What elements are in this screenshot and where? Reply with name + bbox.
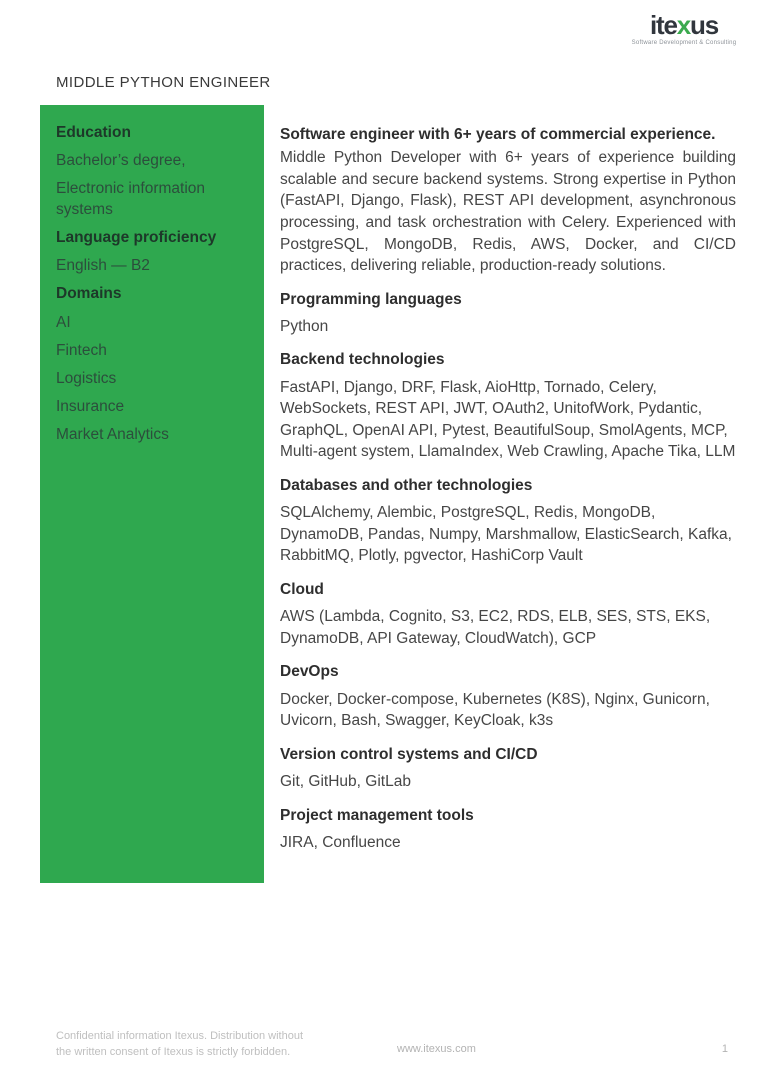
sidebar-section: [56, 122, 248, 220]
section-heading: DevOps: [280, 663, 339, 681]
section-body: FastAPI, Django, DRF, Flask, AioHttp, Tornado, Celery, WebSockets, REST API, JWT, OAuth2, UnitofWork, Pydantic, GraphQL, OpenAI API, Pytest, BeautifulSoup, SmolAgents, MCP, Multi-agent system, LlamaIndex, Web Crawling, Apache Tika, LLM: [280, 378, 736, 461]
sidebar-item: Insurance: [56, 397, 125, 415]
sidebar-section: [56, 227, 248, 276]
section-body: JIRA, Confluence: [280, 834, 401, 852]
section-heading: Version control systems and CI/CD: [280, 745, 538, 763]
section-heading: Backend technologies: [280, 351, 445, 369]
sidebar-section-heading: Domains: [56, 285, 122, 303]
sidebar-section-heading: Language proficiency: [56, 229, 217, 247]
section-heading: Databases and other technologies: [280, 476, 533, 494]
sidebar-item: Market Analytics: [56, 425, 169, 443]
logo-text-pre: ite: [650, 10, 677, 40]
section-body: AWS (Lambda, Cognito, S3, EC2, RDS, ELB, SES, STS, EKS, DynamoDB, API Gateway, CloudWatch), GCP: [280, 608, 711, 647]
footer-confidential-line1: Confidential information Itexus. Distribution without: [56, 1030, 304, 1042]
logo-tagline: Software Development & Consulting: [631, 40, 737, 46]
section-heading: Programming languages: [280, 290, 462, 308]
section-heading: Cloud: [280, 580, 324, 598]
footer-confidential-note: [56, 1029, 303, 1061]
section-body: Python: [280, 317, 329, 335]
page-footer: [0, 1029, 768, 1069]
footer-website: www.itexus.com: [397, 1043, 476, 1055]
section-heading: Project management tools: [280, 806, 474, 824]
logo-text-post: us: [690, 10, 718, 40]
sidebar-section: [56, 283, 248, 444]
skills-sections: [280, 289, 736, 854]
sidebar-section-heading: Education: [56, 124, 131, 141]
itexus-logo: [628, 12, 740, 46]
page-title: MIDDLE PYTHON ENGINEER: [56, 74, 271, 91]
section-body: SQLAlchemy, Alembic, PostgreSQL, Redis, MongoDB, DynamoDB, Pandas, Numpy, Marshmallow, ElasticSearch, Kafka, RabbitMQ, Plotly, pgvector, HashiCorp Vault: [280, 504, 732, 565]
logo-x-green: x: [676, 10, 691, 40]
footer-confidential-line2: the written consent of Itexus is strictly forbidden.: [56, 1045, 291, 1058]
sidebar-item: Fintech: [56, 341, 107, 359]
intro-heading: Software engineer with 6+ years of commercial experience.: [280, 126, 716, 143]
sidebar-item: Logistics: [56, 369, 117, 387]
section-body: Docker, Docker-compose, Kubernetes (K8S), Nginx, Gunicorn, Uvicorn, Bash, Swagger, KeyCloak, k3s: [280, 690, 710, 730]
sidebar-item: AI: [56, 313, 71, 331]
green-sidebar-panel: [40, 105, 264, 883]
section-body: Git, GitHub, GitLab: [280, 773, 411, 791]
intro-paragraph: Middle Python Developer with 6+ years of experience building scalable and secure backend systems. Strong expertise in Python (FastAPI, Django, Flask), REST API development, asynchronous processing, and task orchestration with Celery. Experienced with PostgreSQL, MongoDB, Redis, AWS, Docker, and CI/CD practices, delivering reliable, production-ready solutions.: [280, 149, 736, 275]
footer-page-number: 1: [721, 1043, 728, 1055]
itexus-logo-wordmark: [628, 12, 740, 38]
main-content: [280, 124, 736, 854]
sidebar-item: Bachelor’s degree,: [56, 152, 186, 170]
sidebar-item: Electronic information systems: [56, 180, 206, 219]
sidebar-item: English — B2: [56, 257, 150, 275]
